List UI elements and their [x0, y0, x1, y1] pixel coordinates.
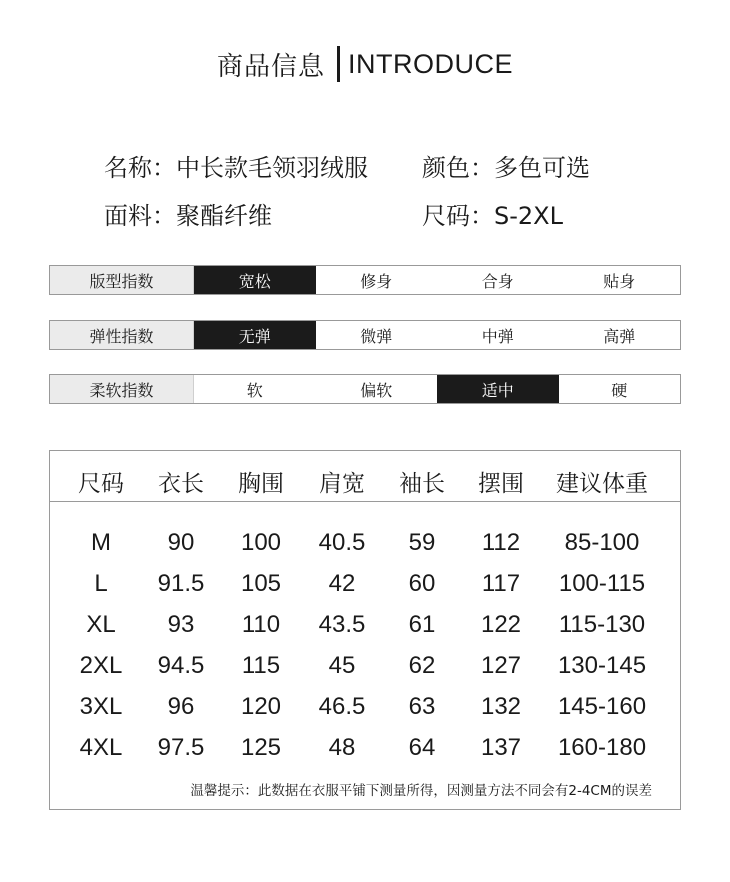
table-cell: 130-145 — [557, 652, 647, 679]
table-cell: 100-115 — [558, 570, 646, 597]
table-cell: M — [91, 529, 111, 556]
table-cell: 48 — [328, 734, 356, 761]
table-cell: 64 — [408, 734, 436, 761]
table-cell: 94.5 — [157, 652, 205, 679]
table-cell: 97.5 — [157, 734, 205, 761]
table-row — [50, 605, 680, 646]
table-cell: 127 — [480, 652, 522, 679]
column-header: 建议体重 — [556, 471, 648, 497]
table-cell: 125 — [240, 734, 282, 761]
index-option: 合身 — [481, 271, 514, 291]
table-cell: 45 — [328, 652, 356, 679]
table-cell: 2XL — [79, 652, 123, 679]
product-fabric: 面料：聚酯纤维 — [104, 202, 272, 230]
measurement-note: 温馨提示：此数据在衣服平铺下测量所得，因测量方法不同会有2-4CM的误差 — [190, 783, 652, 799]
table-cell: 122 — [480, 611, 522, 638]
index-option-selected: 宽松 — [194, 266, 316, 294]
table-cell: 132 — [480, 693, 522, 720]
table-row — [50, 687, 680, 728]
table-row — [50, 728, 680, 769]
table-cell: 110 — [241, 611, 281, 638]
table-cell: 145-160 — [557, 693, 647, 720]
index-option: 中弹 — [481, 326, 514, 346]
index-label: 柔软指数 — [50, 375, 194, 403]
index-option-selected: 无弹 — [194, 321, 316, 349]
column-header: 肩宽 — [319, 471, 365, 497]
header-divider — [337, 46, 340, 82]
table-cell: 46.5 — [318, 693, 366, 720]
size-table — [49, 450, 681, 810]
table-cell: 115 — [241, 652, 281, 679]
table-cell: 117 — [481, 570, 521, 597]
column-header: 袖长 — [399, 471, 445, 497]
index-option: 高弹 — [603, 326, 636, 346]
index-option-selected: 适中 — [437, 375, 559, 403]
table-cell: 63 — [408, 693, 436, 720]
index-label: 版型指数 — [50, 266, 194, 294]
header-title-cn: 商品信息 — [216, 51, 325, 82]
table-cell: 42 — [328, 570, 356, 597]
table-cell: 100 — [240, 529, 282, 556]
index-option: 微弹 — [360, 326, 393, 346]
table-cell: 160-180 — [557, 734, 647, 761]
header-divider-line — [50, 501, 680, 502]
table-row — [50, 523, 680, 564]
table-cell: 85-100 — [564, 529, 640, 556]
table-cell: 91.5 — [157, 570, 205, 597]
table-cell: 3XL — [79, 693, 123, 720]
table-cell: 96 — [167, 693, 195, 720]
product-name: 名称：中长款毛领羽绒服 — [104, 154, 368, 182]
table-cell: 137 — [480, 734, 522, 761]
table-row — [50, 564, 680, 605]
table-cell: 115-130 — [558, 611, 646, 638]
table-row — [50, 646, 680, 687]
table-cell: 59 — [408, 529, 436, 556]
table-cell: 112 — [481, 529, 521, 556]
column-header: 尺码 — [78, 471, 124, 497]
table-cell: L — [94, 570, 108, 597]
table-cell: 60 — [408, 570, 436, 597]
table-cell: 105 — [240, 570, 282, 597]
table-cell: 40.5 — [318, 529, 366, 556]
index-bar — [49, 320, 681, 350]
table-cell: 120 — [240, 693, 282, 720]
table-cell: 61 — [408, 611, 436, 638]
product-color: 颜色：多色可选 — [422, 154, 590, 182]
index-option: 硬 — [611, 380, 628, 400]
size-table-header — [50, 451, 680, 501]
index-option: 软 — [246, 380, 263, 400]
column-header: 衣长 — [158, 471, 204, 497]
index-bar — [49, 374, 681, 404]
index-option: 偏软 — [360, 380, 393, 400]
index-bar — [49, 265, 681, 295]
column-header: 胸围 — [238, 471, 284, 497]
index-option: 贴身 — [603, 271, 636, 291]
table-cell: 4XL — [79, 734, 123, 761]
section-header — [0, 44, 730, 84]
table-cell: XL — [86, 611, 116, 638]
table-cell: 62 — [408, 652, 436, 679]
product-size-range: 尺码：S-2XL — [422, 202, 563, 230]
table-cell: 93 — [167, 611, 195, 638]
index-option: 修身 — [360, 271, 393, 291]
index-label: 弹性指数 — [50, 321, 194, 349]
table-cell: 43.5 — [318, 611, 366, 638]
header-title-en: INTRODUCE — [348, 48, 513, 79]
column-header: 摆围 — [478, 471, 524, 497]
table-cell: 90 — [167, 529, 195, 556]
